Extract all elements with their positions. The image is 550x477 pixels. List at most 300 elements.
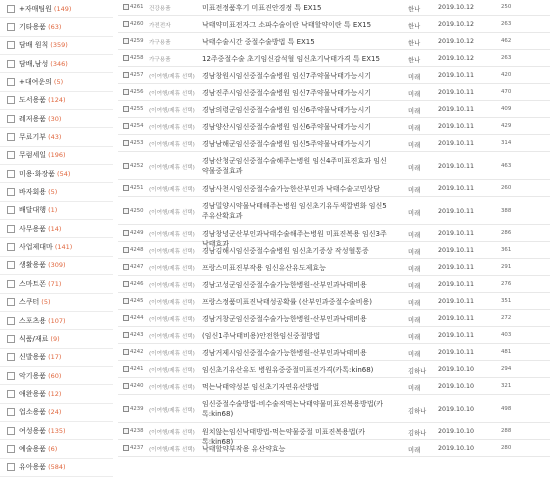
category-label: 예술용품 <box>19 444 47 453</box>
post-row <box>118 260 550 276</box>
post-date: 2019.10.11 <box>438 264 475 271</box>
category-label: +자매팀원 <box>19 4 52 13</box>
select-checkbox[interactable] <box>123 4 129 10</box>
post-number: 4249 <box>130 230 144 236</box>
post-title-link[interactable]: 프랑스미표진부작용 임신유산유도제효능 <box>202 264 326 272</box>
post-category: (이여행/제휴 선택) <box>149 108 195 114</box>
post-category: (이여행/제휴 선택) <box>149 430 195 436</box>
post-number: 4260 <box>130 21 144 27</box>
post-category: (이여행/제휴 선택) <box>149 368 195 374</box>
post-row <box>118 424 550 446</box>
post-row <box>118 68 550 84</box>
select-checkbox[interactable] <box>123 38 129 44</box>
select-checkbox[interactable] <box>123 281 129 287</box>
category-bullet-icon <box>7 23 15 31</box>
post-views: 420 <box>501 72 512 78</box>
category-item[interactable] <box>0 294 113 312</box>
post-views: 286 <box>501 230 512 236</box>
category-item[interactable] <box>0 55 113 73</box>
post-title-link[interactable]: 경남창녕군산부인과낙태수술해주는병원 미표진복용 임신3주낙태효과 <box>202 230 387 248</box>
post-date: 2019.10.11 <box>438 106 475 113</box>
post-views: 429 <box>501 123 512 129</box>
category-count: (43) <box>48 133 62 142</box>
post-author: 한나 <box>408 40 421 47</box>
category-bullet-icon <box>7 390 15 398</box>
post-date: 2019.10.11 <box>438 281 475 288</box>
category-count: (359) <box>50 41 68 50</box>
post-date: 2019.10.11 <box>438 123 475 130</box>
post-title-link[interactable]: (임신1주낙태비용)안전한임신중절방법 <box>202 332 321 340</box>
post-date: 2019.10.11 <box>438 315 475 322</box>
post-views: 260 <box>501 185 512 191</box>
category-label: +대여운의 <box>19 78 52 87</box>
category-count: (346) <box>50 59 68 68</box>
post-views: 481 <box>501 349 512 355</box>
category-label: 여성용품 <box>19 426 47 435</box>
category-item[interactable] <box>0 128 113 146</box>
category-item[interactable] <box>0 220 113 238</box>
post-author: 미래 <box>408 142 421 149</box>
post-title-link[interactable]: 12주중절수술 초기임신감석혈 임신초기낙태가격 특 EX15 <box>202 55 380 63</box>
post-author: 미래 <box>408 165 421 172</box>
category-item[interactable] <box>0 440 113 458</box>
post-row <box>118 17 550 33</box>
post-row <box>118 311 550 327</box>
category-label: 식품/재료 <box>19 334 49 343</box>
select-checkbox[interactable] <box>123 445 129 451</box>
post-date: 2019.10.11 <box>438 230 475 237</box>
category-item[interactable] <box>0 349 113 367</box>
select-checkbox[interactable] <box>123 106 129 112</box>
post-number: 4254 <box>130 123 144 129</box>
post-author: 미래 <box>408 125 421 132</box>
select-checkbox[interactable] <box>123 428 129 434</box>
post-views: 291 <box>501 264 512 270</box>
category-label: 스쿠터 <box>19 298 40 307</box>
post-author: 김하나 <box>408 368 427 375</box>
category-label: 레저용품 <box>19 114 47 123</box>
category-bullet-icon <box>7 335 15 343</box>
post-date: 2019.10.12 <box>438 55 475 62</box>
category-bullet-icon <box>7 115 15 123</box>
select-checkbox[interactable] <box>123 315 129 321</box>
select-checkbox[interactable] <box>123 247 129 253</box>
post-title-link[interactable]: 낙태할약부작용 유산약효능 <box>202 445 286 453</box>
category-item[interactable] <box>0 0 113 18</box>
select-checkbox[interactable] <box>123 230 129 236</box>
post-views: 462 <box>501 38 512 44</box>
select-checkbox[interactable] <box>123 185 129 191</box>
category-count: (30) <box>48 114 62 123</box>
post-views: 250 <box>501 4 512 10</box>
post-views: 263 <box>501 21 512 27</box>
category-label: 담배,남성 <box>19 59 49 68</box>
post-category: (이여행/제휴 선택) <box>149 283 195 289</box>
post-date: 2019.10.11 <box>438 349 475 356</box>
category-label: 스포츠용 <box>19 316 47 325</box>
post-views: 272 <box>501 315 512 321</box>
select-checkbox[interactable] <box>123 349 129 355</box>
post-category: (이여행/제휴 선택) <box>149 249 195 255</box>
post-views: 409 <box>501 106 512 112</box>
post-title-link[interactable]: 경남고성군임신중절수술가능한병원-산부인과낙태비용 <box>202 281 367 289</box>
post-category: (이여행/제휴 선택) <box>149 351 195 357</box>
category-count: (196) <box>48 151 66 160</box>
post-author: 미래 <box>408 232 421 239</box>
select-checkbox[interactable] <box>123 123 129 129</box>
category-count: (584) <box>48 463 66 472</box>
category-item[interactable] <box>0 92 113 110</box>
category-count: (17) <box>48 353 62 362</box>
category-label: 무료기부 <box>19 133 47 142</box>
category-count: (9) <box>50 334 60 343</box>
post-author: 미래 <box>408 266 421 273</box>
category-sidebar <box>0 0 113 472</box>
category-item[interactable] <box>0 183 113 201</box>
post-row <box>118 345 550 361</box>
category-item[interactable] <box>0 165 113 183</box>
category-item[interactable] <box>0 73 113 91</box>
post-list <box>118 0 550 458</box>
category-count: (14) <box>48 224 62 233</box>
post-date: 2019.10.10 <box>438 366 475 373</box>
post-author: 미래 <box>408 187 421 194</box>
post-row <box>118 362 550 378</box>
category-count: (124) <box>48 96 66 105</box>
post-author: 미래 <box>408 351 421 358</box>
category-list <box>0 0 113 477</box>
select-checkbox[interactable] <box>123 406 129 412</box>
post-row <box>118 85 550 101</box>
post-number: 4237 <box>130 445 144 451</box>
post-category: (이여행/제휴 선택) <box>149 385 195 391</box>
post-number: 4253 <box>130 140 144 146</box>
post-author: 미래 <box>408 334 421 341</box>
category-count: (24) <box>48 408 62 417</box>
post-views: 470 <box>501 89 512 95</box>
post-views: 463 <box>501 163 512 169</box>
post-category: (이여행/제휴 선택) <box>149 300 195 306</box>
category-label: 도서용품 <box>19 96 47 105</box>
post-author: 미래 <box>408 385 421 392</box>
post-number: 4251 <box>130 185 144 191</box>
category-item[interactable] <box>0 385 113 403</box>
post-date: 2019.10.10 <box>438 428 475 435</box>
post-row <box>118 379 550 395</box>
category-item[interactable] <box>0 37 113 55</box>
post-author: 한나 <box>408 6 421 13</box>
category-bullet-icon <box>7 408 15 416</box>
post-date: 2019.10.11 <box>438 298 475 305</box>
post-title-link[interactable]: 미표전정품후기 미표진안경정 특 EX15 <box>202 4 322 12</box>
post-date: 2019.10.12 <box>438 4 475 11</box>
category-label: 업소용품 <box>19 408 47 417</box>
category-count: (60) <box>48 371 62 380</box>
category-label: 사무용품 <box>19 224 47 233</box>
post-title-link[interactable]: 경남거제시임신중절수술가능한병원-산부인과낙태비용 <box>202 349 367 357</box>
post-date: 2019.10.12 <box>438 21 475 28</box>
category-item[interactable] <box>0 147 113 165</box>
category-label: 생활용품 <box>19 261 47 270</box>
category-count: (5) <box>48 188 58 197</box>
category-item[interactable] <box>0 18 113 36</box>
category-bullet-icon <box>7 353 15 361</box>
post-views: 388 <box>501 208 512 214</box>
post-author: 미래 <box>408 249 421 256</box>
post-title-link[interactable]: 원치않는임신낙태방법-먹는약물중절 미표진복용법(카톡:kin68) <box>202 428 366 446</box>
post-row <box>118 441 550 457</box>
category-label: 미용·화장품 <box>19 169 56 178</box>
post-title-link[interactable]: 경남김해시임신중절수술병원 임신초기증상 작성혈통증 <box>202 247 369 255</box>
post-title-link[interactable]: 경남거창군임신중절수술가능한병원-산부인과낙태비용 <box>202 315 367 323</box>
select-checkbox[interactable] <box>123 163 129 169</box>
category-bullet-icon <box>7 298 15 306</box>
category-count: (71) <box>48 279 62 288</box>
select-checkbox[interactable] <box>123 264 129 270</box>
post-title-link[interactable]: 임신초기유산유도 병원유중중절미표진가격(카톡:kin68) <box>202 366 374 374</box>
post-title-link[interactable]: 경남사천시임신중절수술가능한산부인과 낙태수술고민상담 <box>202 185 381 193</box>
post-number: 4246 <box>130 281 144 287</box>
post-views: 280 <box>501 445 512 451</box>
post-number: 4256 <box>130 89 144 95</box>
category-bullet-icon <box>7 60 15 68</box>
category-item[interactable] <box>0 275 113 293</box>
post-number: 4257 <box>130 72 144 78</box>
post-author: 미래 <box>408 283 421 290</box>
post-number: 4244 <box>130 315 144 321</box>
post-number: 4245 <box>130 298 144 304</box>
category-item[interactable] <box>0 202 113 220</box>
select-checkbox[interactable] <box>123 140 129 146</box>
category-item[interactable] <box>0 422 113 440</box>
category-label: 바자회용 <box>19 188 47 197</box>
post-row <box>118 102 550 118</box>
post-title-link[interactable]: 먹는낙태약성분 임신초기자연유산방법 <box>202 383 320 391</box>
select-checkbox[interactable] <box>123 208 129 214</box>
post-row <box>118 198 550 225</box>
category-bullet-icon <box>7 41 15 49</box>
post-category: (이여행/제휴 선택) <box>149 317 195 323</box>
post-category: (이여행/제휴 선택) <box>149 142 195 148</box>
category-count: (309) <box>48 261 66 270</box>
post-title-link[interactable]: 임신중절수술방법-비수술적먹는낙태약물미표진복용방법(카톡:kin68) <box>202 400 384 418</box>
post-title-link[interactable]: 경남진주시임신중절수술병원 임신7주약물낙태가능시기 <box>202 89 371 97</box>
post-number: 4258 <box>130 55 144 61</box>
category-label: 신발용품 <box>19 353 47 362</box>
post-date: 2019.10.10 <box>438 406 475 413</box>
post-number: 4248 <box>130 247 144 253</box>
category-item[interactable] <box>0 312 113 330</box>
post-row <box>118 51 550 67</box>
category-label: 담배 원칙 <box>19 41 49 50</box>
post-date: 2019.10.11 <box>438 89 475 96</box>
category-label: 배달대행 <box>19 206 47 215</box>
post-category: (이여행/제휴 선택) <box>149 165 195 171</box>
category-count: (12) <box>48 389 62 398</box>
category-count: (5) <box>53 78 64 87</box>
post-title-link[interactable]: 경남산청군임신중절수술해주는병원 임신4주미표진효과 임신약물중절효과 <box>202 157 387 175</box>
post-views: 498 <box>501 406 512 412</box>
select-checkbox[interactable] <box>123 332 129 338</box>
select-checkbox[interactable] <box>123 298 129 304</box>
post-author: 미래 <box>408 447 421 454</box>
post-category: (이여행/제휴 선택) <box>149 447 195 453</box>
category-bullet-icon <box>7 188 15 196</box>
category-item[interactable] <box>0 238 113 256</box>
post-views: 294 <box>501 366 512 372</box>
category-bullet-icon <box>7 225 15 233</box>
post-row <box>118 0 550 16</box>
post-number: 4240 <box>130 383 144 389</box>
post-author: 미래 <box>408 300 421 307</box>
category-item[interactable] <box>0 459 113 477</box>
post-title-link[interactable]: 경남양산시임신중절수술병원 임신6주약물낙태가능시기 <box>202 123 371 131</box>
post-category: 가전전자 <box>149 23 171 29</box>
select-checkbox[interactable] <box>123 21 129 27</box>
post-author: 한나 <box>408 23 421 30</box>
select-checkbox[interactable] <box>123 383 129 389</box>
post-number: 4261 <box>130 4 144 10</box>
category-label: 악기용품 <box>19 371 47 380</box>
post-number: 4252 <box>130 163 144 169</box>
category-label: 유아용품 <box>19 463 47 472</box>
post-author: 미래 <box>408 317 421 324</box>
post-date: 2019.10.11 <box>438 208 475 215</box>
select-checkbox[interactable] <box>123 72 129 78</box>
post-row <box>118 226 550 248</box>
category-bullet-icon <box>7 133 15 141</box>
post-number: 4259 <box>130 38 144 44</box>
category-count: (107) <box>48 316 66 325</box>
category-count: (149) <box>53 4 72 13</box>
post-date: 2019.10.11 <box>438 332 475 339</box>
post-category: (이여행/제휴 선택) <box>149 334 195 340</box>
category-item[interactable] <box>0 367 113 385</box>
select-checkbox[interactable] <box>123 89 129 95</box>
select-checkbox[interactable] <box>123 366 129 372</box>
category-label: 사업제대마 <box>19 243 53 252</box>
category-label: 스마트폰 <box>19 279 47 288</box>
category-bullet-icon <box>7 151 15 159</box>
post-title-link[interactable]: 경남의령군임신중절수술병원 임신6주약물낙태가능시기 <box>202 106 371 114</box>
post-number: 4243 <box>130 332 144 338</box>
category-label: 무럼세일 <box>19 151 47 160</box>
post-date: 2019.10.11 <box>438 72 475 79</box>
category-bullet-icon <box>7 5 15 13</box>
post-author: 미래 <box>408 210 421 217</box>
category-bullet-icon <box>7 445 15 453</box>
post-number: 4242 <box>130 349 144 355</box>
post-category: (이여행/제휴 선택) <box>149 74 195 80</box>
post-views: 351 <box>501 298 512 304</box>
category-bullet-icon <box>7 317 15 325</box>
post-views: 361 <box>501 247 512 253</box>
post-date: 2019.10.11 <box>438 140 475 147</box>
category-item[interactable] <box>0 257 113 275</box>
post-author: 한나 <box>408 57 421 64</box>
post-title-link[interactable]: 경남창원시임신중절수술병원 임신7주약물낙태가능시기 <box>202 72 371 80</box>
post-row <box>118 396 550 423</box>
post-author: 김하나 <box>408 408 427 415</box>
post-date: 2019.10.12 <box>438 38 475 45</box>
category-count: (6) <box>48 444 58 453</box>
post-title-link[interactable]: 프랑스정품미표진낙태성공확률 (산부인과중절수술비용) <box>202 298 372 306</box>
post-author: 미래 <box>408 74 421 81</box>
post-number: 4241 <box>130 366 144 372</box>
post-title-link[interactable]: 낙태수술시간 중절수술방법 특 EX15 <box>202 38 315 46</box>
category-bullet-icon <box>7 206 15 214</box>
category-label: 애완용품 <box>19 389 47 398</box>
post-category: (이여행/제휴 선택) <box>149 210 195 216</box>
post-date: 2019.10.10 <box>438 445 475 452</box>
category-bullet-icon <box>7 96 15 104</box>
post-author: 김하나 <box>408 430 427 437</box>
post-author: 미래 <box>408 91 421 98</box>
post-row <box>118 136 550 152</box>
select-checkbox[interactable] <box>123 55 129 61</box>
category-item[interactable] <box>0 110 113 128</box>
category-label: 기타용품 <box>19 23 47 32</box>
post-views: 321 <box>501 383 512 389</box>
post-date: 2019.10.11 <box>438 247 475 254</box>
category-bullet-icon <box>7 463 15 471</box>
post-author: 미래 <box>408 108 421 115</box>
category-item[interactable] <box>0 404 113 422</box>
post-number: 4247 <box>130 264 144 270</box>
post-row <box>118 243 550 259</box>
category-bullet-icon <box>7 243 15 251</box>
category-bullet-icon <box>7 372 15 380</box>
category-bullet-icon <box>7 427 15 435</box>
post-category: (이여행/제휴 선택) <box>149 125 195 131</box>
post-views: 263 <box>501 55 512 61</box>
post-category: 가구용품 <box>149 57 171 63</box>
post-category: (이여행/제휴 선택) <box>149 187 195 193</box>
post-views: 288 <box>501 428 512 434</box>
post-category: (이여행/제휴 선택) <box>149 91 195 97</box>
post-title-link[interactable]: 경남밀양시약물낙태해주는병원 임신초기유두색깔변화 임신5주유산확효과 <box>202 202 387 220</box>
post-date: 2019.10.10 <box>438 383 475 390</box>
post-row <box>118 181 550 197</box>
category-count: (1) <box>48 206 58 215</box>
post-views: 403 <box>501 332 512 338</box>
post-category: (이여행/제휴 선택) <box>149 408 195 414</box>
post-views: 276 <box>501 281 512 287</box>
post-row <box>118 294 550 310</box>
category-item[interactable] <box>0 330 113 348</box>
category-count: (5) <box>41 298 51 307</box>
post-date: 2019.10.11 <box>438 163 475 170</box>
post-date: 2019.10.11 <box>438 185 475 192</box>
category-bullet-icon <box>7 261 15 269</box>
category-bullet-icon <box>7 280 15 288</box>
category-bullet-icon <box>7 78 15 86</box>
post-category: (이여행/제휴 선택) <box>149 266 195 272</box>
post-category: 가구용품 <box>149 40 171 46</box>
post-row <box>118 119 550 135</box>
category-count: (141) <box>54 243 73 252</box>
post-title-link[interactable]: 낙태약미표전자그 소파수술이란 낙태할약이란 특 EX15 <box>202 21 372 29</box>
post-title-link[interactable]: 경남남해군임신중절수술병원 임신5주약물낙태가능시기 <box>202 140 371 148</box>
post-views: 314 <box>501 140 512 146</box>
post-number: 4255 <box>130 106 144 112</box>
category-count: (63) <box>48 23 62 32</box>
post-row <box>118 328 550 344</box>
post-category: (이여행/제휴 선택) <box>149 232 195 238</box>
post-row <box>118 277 550 293</box>
post-category: 건강용품 <box>149 6 171 12</box>
post-number: 4239 <box>130 406 144 412</box>
